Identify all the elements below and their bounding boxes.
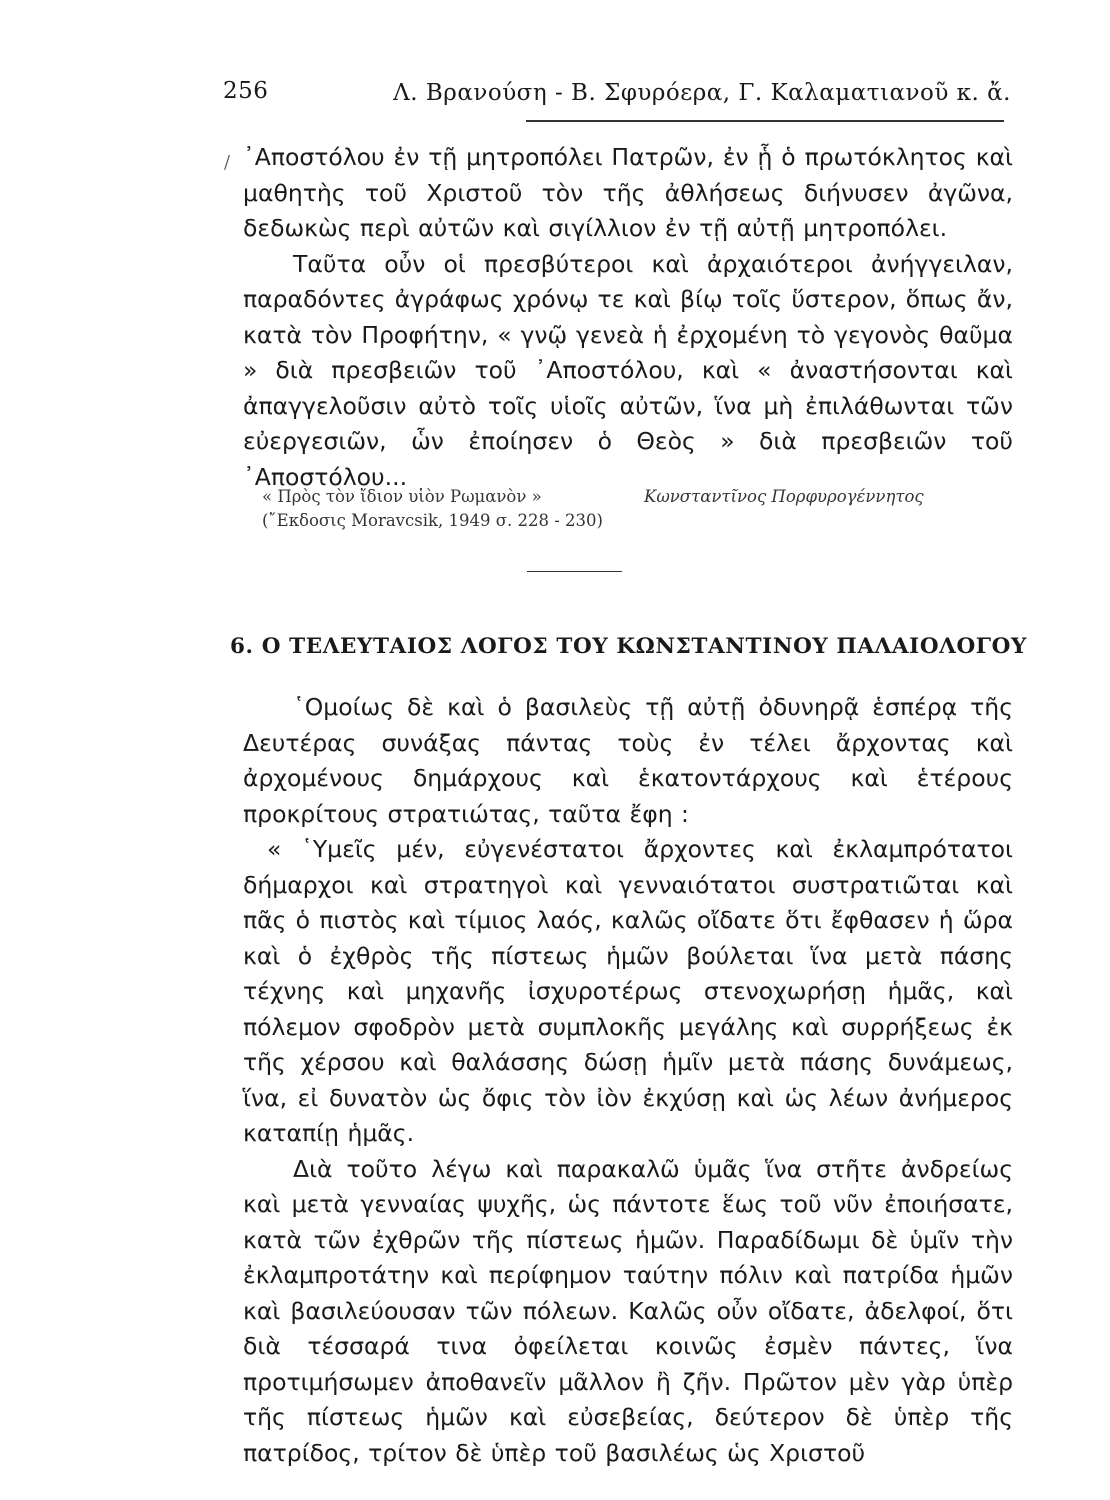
page-number: 256 (223, 78, 269, 104)
passage-andrew (243, 140, 1013, 495)
paragraph: Διὰ τοῦτο λέγω καὶ παρακαλῶ ὑμᾶς ἵνα στῆτε ἀνδρείως καὶ μετὰ γενναίας ψυχῆς, ὡς πάντοτε ἕως τοῦ νῦν ἐποιήσατε, κατὰ τῶν ἐχθρῶν τῆς πίστεως ἡμῶν. Παραδίδωμι δὲ ὑμῖν τὴν ἐκλαμπροτάτην καὶ περίφημον ταύτην πόλιν καὶ πατρίδα ἡμῶν καὶ βασιλεύουσαν τῶν πόλεων. Καλῶς οὖν οἴδατε, ἀδελφοί, ὅτι διὰ τέσσαρά τινα ὀφείλεται κοινῶς ἐσμὲν πάντες, ἵνα προτιμήσωμεν ἀποθανεῖν μᾶλλον ἢ ζῆν. Πρῶτον μὲν γὰρ ὑπὲρ τῆς πίστεως ἡμῶν καὶ εὐσεβείας, δεύτερον δὲ ὑπὲρ τῆς πατρίδος, τρίτον δὲ ὑπὲρ τοῦ βασιλέως ὡς Χριστοῦ (243, 1154, 1013, 1467)
passage-last-speech (243, 690, 1013, 1471)
page-header (223, 78, 1013, 118)
running-head: Λ. Βρανούση - Β. Σφυρόερα, Γ. Καλαματιανοῦ κ. ἄ. (393, 80, 1011, 106)
paragraph: « ῾Υμεῖς μέν, εὐγενέστατοι ἄρχοντες καὶ ἐκλαμπρότατοι δήμαρχοι καὶ στρατηγοὶ καὶ γενναιότατοι συστρατιῶται καὶ πᾶς ὁ πιστὸς καὶ τίμιος λαός, καλῶς οἴδατε ὅτι ἔφθασεν ἡ ὥρα καὶ ὁ ἐχθρὸς τῆς πίστεως ἡμῶν βούλεται ἵνα μετὰ πάσης τέχνης καὶ μηχανῆς ἰσχυροτέρως στενοχωρήσῃ ἡμᾶς, καὶ πόλεμον σφοδρὸν μετὰ συμπλοκῆς μεγάλης καὶ συρρήξεως ἐκ τῆς χέρσου καὶ θαλάσσης δώσῃ ἡμῖν μετὰ πάσης δυνάμεως, ἵνα, εἰ δυνατὸν ὡς ὄφις τὸν ἰὸν ἐκχύσῃ καὶ ὡς λέων ἀνήμερος καταπίῃ ἡμᾶς. (243, 835, 1013, 1147)
citation-title: « Πρὸς τὸν ἴδιον υἱὸν Ρωμανὸν » (262, 487, 542, 506)
header-rule (526, 120, 1004, 122)
citation-author: Κωνσταντῖνος Πορφυρογέννητος (644, 487, 924, 506)
paragraph: ᾿Αποστόλου ἐν τῇ μητροπόλει Πατρῶν, ἐν ᾗ ὁ πρωτόκλητος καὶ μαθητὴς τοῦ Χριστοῦ τὸν τῆς ἀθλήσεως διήνυσεν ἀγῶνα, δεδωκὼς περὶ αὐτῶν καὶ σιγίλλιον ἐν τῇ αὐτῇ μητροπόλει. (243, 143, 1013, 242)
paragraph: ῾Ομοίως δὲ καὶ ὁ βασιλεὺς τῇ αὐτῇ ὀδυνηρᾷ ἑσπέρᾳ τῆς Δευτέρας συνάξας πάντας τοὺς ἐν τέλει ἄρχοντας καὶ ἀρχομένους δημάρχους καὶ ἑκατοντάρχους καὶ ἑτέρους προκρίτους στρατιώτας, ταῦτα ἔφη : (243, 693, 1013, 828)
margin-mark: / (224, 152, 231, 173)
citation-edition: (῎Εκδοσις Moravcsik, 1949 σ. 228 - 230) (262, 511, 603, 530)
section-heading: 6. Ο ΤΕΛΕΥΤΑΙΟΣ ΛΟΓΟΣ ΤΟΥ ΚΩΝΣΤΑΝΤΙΝΟΥ ΠΑΛΑΙΟΛΟΓΟΥ (230, 634, 1027, 659)
paragraph: Ταῦτα οὖν οἱ πρεσβύτεροι καὶ ἀρχαιότεροι ἀνήγγειλαν, παραδόντες ἀγράφως χρόνῳ τε καὶ βίῳ τοῖς ὕστερον, ὅπως ἄν, κατὰ τὸν Προφήτην, « γνῷ γενεὰ ἡ ἐρχομένη τὸ γεγονὸς θαῦμα » διὰ πρεσβειῶν τοῦ ᾿Αποστόλου, καὶ « ἀναστήσονται καὶ ἀπαγγελοῦσιν αὐτὸ τοῖς υἱοῖς αὐτῶν, ἵνα μὴ ἐπιλάθωνται τῶν εὐεργεσιῶν, ὧν ἐποίησεν ὁ Θεὸς » διὰ πρεσβειῶν τοῦ ᾿Αποστόλου... (243, 249, 1013, 491)
section-divider (527, 571, 622, 572)
